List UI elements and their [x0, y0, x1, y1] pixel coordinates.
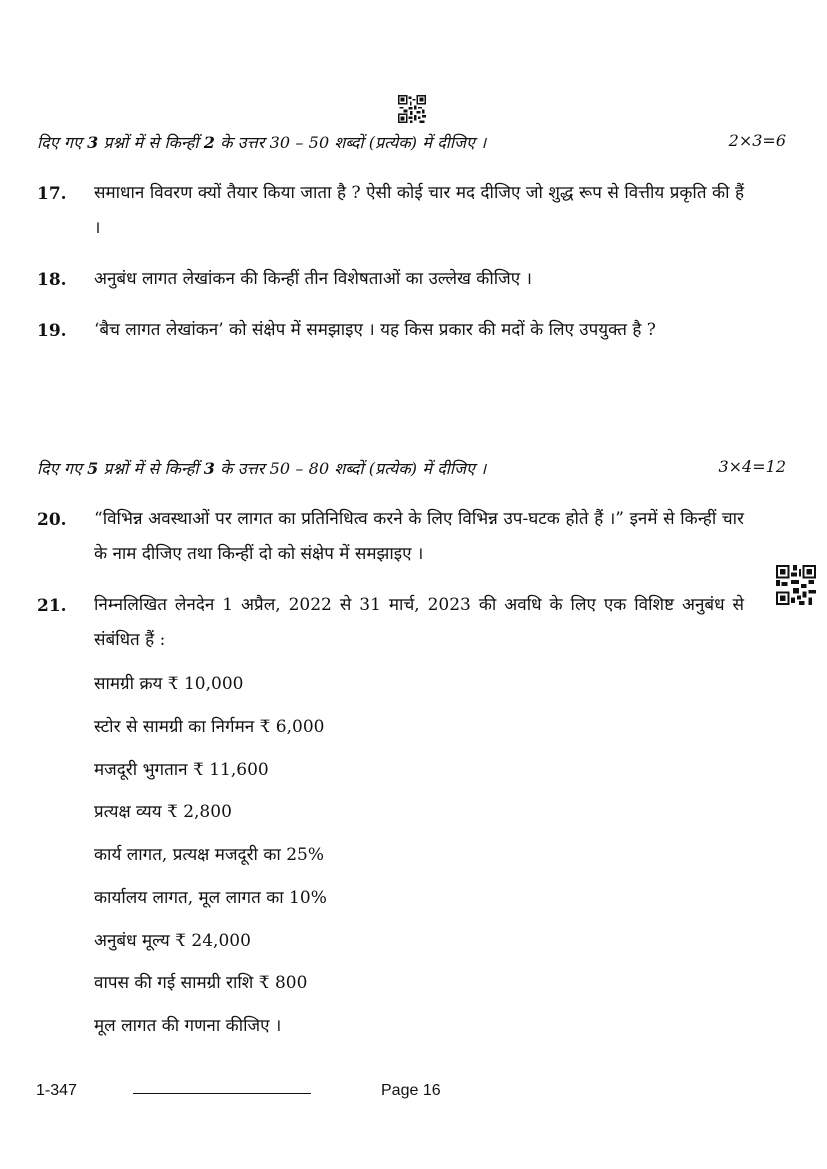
- page-number: Page 16: [381, 1082, 441, 1099]
- question-number: 20.: [37, 510, 67, 530]
- question-text: “विभिन्न अवस्थाओं पर लागत का प्रतिनिधित्व करने के लिए विभिन्न उप-घटक होते हैं ।” इनमें से किन्हीं चार के नाम दीजिए तथा किन्हीं दो को संक्षेप में समझाइए ।: [94, 509, 744, 564]
- list-item: वापस की गई सामग्री राशि ₹ 800: [94, 973, 308, 993]
- section-a-marks: 2×3=6: [728, 131, 786, 150]
- list-item: अनुबंध मूल्य ₹ 24,000: [94, 931, 251, 951]
- section-b-marks: 3×4=12: [718, 457, 786, 476]
- list-item: मूल लागत की गणना कीजिए ।: [94, 1016, 282, 1036]
- question-number: 19.: [37, 321, 67, 341]
- footer-divider: [133, 1093, 311, 1094]
- list-item: कार्य लागत, प्रत्यक्ष मजदूरी का 25%: [94, 845, 324, 865]
- section-a-instruction: दिए गए 3 प्रश्नों में से किन्हीं 2 के उत्तर 30 – 50 शब्दों (प्रत्येक) में दीजिए ।: [37, 133, 487, 152]
- question-number: 17.: [37, 184, 67, 204]
- qr-code-icon: [776, 565, 816, 605]
- list-item: मजदूरी भुगतान ₹ 11,600: [94, 760, 269, 780]
- list-item: प्रत्यक्ष व्यय ₹ 2,800: [94, 802, 232, 822]
- list-item: कार्यालय लागत, मूल लागत का 10%: [94, 888, 327, 908]
- question-text: समाधान विवरण क्यों तैयार किया जाता है ? ऐसी कोई चार मद दीजिए जो शुद्ध रूप से वित्तीय प्रकृति की हैं ।: [94, 183, 744, 238]
- question-number: 21.: [37, 596, 67, 616]
- section-b-instruction: दिए गए 5 प्रश्नों में से किन्हीं 3 के उत्तर 50 – 80 शब्दों (प्रत्येक) में दीजिए ।: [37, 459, 487, 478]
- question-text: निम्नलिखित लेनदेन 1 अप्रैल, 2022 से 31 मार्च, 2023 की अवधि के लिए एक विशिष्ट अनुबंध से संबंधित हैं :: [94, 595, 744, 650]
- list-item: सामग्री क्रय ₹ 10,000: [94, 674, 244, 694]
- list-item: स्टोर से सामग्री का निर्गमन ₹ 6,000: [94, 717, 325, 737]
- question-text: ‘बैच लागत लेखांकन’ को संक्षेप में समझाइए । यह किस प्रकार की मदों के लिए उपयुक्त है ?: [94, 320, 656, 340]
- question-number: 18.: [37, 270, 67, 290]
- qr-code-icon: [398, 95, 426, 123]
- question-text: अनुबंध लागत लेखांकन की किन्हीं तीन विशेषताओं का उल्लेख कीजिए ।: [94, 269, 532, 289]
- paper-code: 1-347: [36, 1082, 77, 1099]
